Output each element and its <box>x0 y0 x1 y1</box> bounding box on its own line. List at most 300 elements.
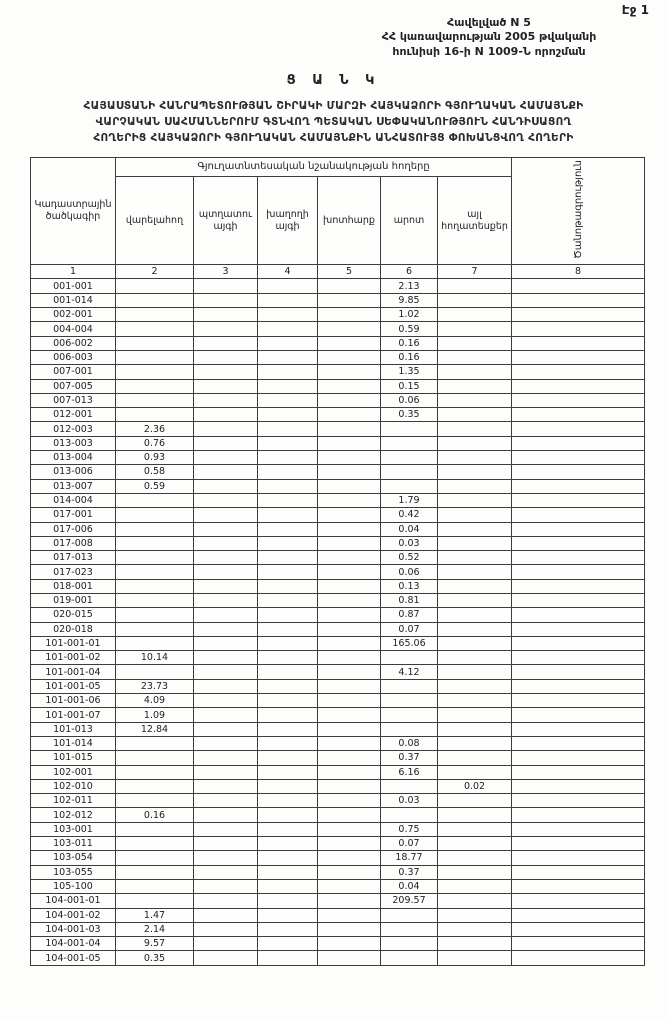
area-value-cell: 1.35 <box>381 365 438 379</box>
table-row <box>31 908 645 922</box>
area-value-cell: 6.16 <box>381 765 438 779</box>
area-value-cell <box>512 522 645 536</box>
area-value-cell <box>258 551 318 565</box>
area-value-cell: 2.14 <box>116 922 194 936</box>
area-value-cell: 18.77 <box>381 851 438 865</box>
table-row <box>31 594 645 608</box>
cadastral-code-cell: 019-001 <box>31 594 116 608</box>
area-value-cell <box>258 436 318 450</box>
area-value-cell <box>512 594 645 608</box>
area-value-cell <box>512 322 645 336</box>
area-value-cell <box>381 694 438 708</box>
area-value-cell <box>512 408 645 422</box>
area-value-cell <box>258 522 318 536</box>
table-row <box>31 422 645 436</box>
area-value-cell <box>318 794 381 808</box>
area-value-cell <box>258 350 318 364</box>
column-number-cell: 7 <box>438 265 512 279</box>
area-value-cell <box>512 765 645 779</box>
table-row <box>31 308 645 322</box>
table-row <box>31 579 645 593</box>
area-value-cell <box>438 894 512 908</box>
cadastral-code-cell: 101-014 <box>31 736 116 750</box>
area-value-cell: 9.85 <box>381 293 438 307</box>
area-value-cell <box>116 822 194 836</box>
area-value-cell <box>258 579 318 593</box>
area-value-cell <box>258 879 318 893</box>
area-value-cell <box>381 779 438 793</box>
area-value-cell <box>438 865 512 879</box>
area-value-cell <box>194 622 258 636</box>
area-value-cell <box>194 422 258 436</box>
area-value-cell <box>318 322 381 336</box>
area-value-cell <box>512 651 645 665</box>
table-row <box>31 865 645 879</box>
area-value-cell: 0.06 <box>381 393 438 407</box>
area-value-cell: 1.79 <box>381 493 438 507</box>
area-value-cell: 0.07 <box>381 837 438 851</box>
area-value-cell <box>512 708 645 722</box>
area-value-cell <box>116 894 194 908</box>
area-value-cell <box>438 451 512 465</box>
area-value-cell <box>512 451 645 465</box>
area-value-cell <box>258 794 318 808</box>
area-value-cell <box>116 350 194 364</box>
area-value-cell <box>116 379 194 393</box>
area-value-cell <box>512 879 645 893</box>
area-value-cell <box>116 837 194 851</box>
area-value-cell <box>438 279 512 293</box>
area-value-cell <box>438 536 512 550</box>
cadastral-code-cell: 101-001-01 <box>31 636 116 650</box>
area-value-cell <box>512 336 645 350</box>
cadastral-code-cell: 102-001 <box>31 765 116 779</box>
area-value-cell <box>512 679 645 693</box>
table-row <box>31 508 645 522</box>
area-value-cell: 0.42 <box>381 508 438 522</box>
area-value-cell <box>512 579 645 593</box>
cadastral-code-cell: 104-001-05 <box>31 951 116 965</box>
area-value-cell: 1.09 <box>116 708 194 722</box>
area-value-cell: 0.04 <box>381 879 438 893</box>
area-value-cell <box>318 851 381 865</box>
area-value-cell <box>194 951 258 965</box>
area-value-cell <box>438 636 512 650</box>
area-value-cell <box>194 651 258 665</box>
area-value-cell <box>194 851 258 865</box>
area-value-cell <box>512 922 645 936</box>
area-value-cell <box>194 708 258 722</box>
area-value-cell <box>258 937 318 951</box>
area-value-cell <box>258 279 318 293</box>
area-value-cell <box>438 336 512 350</box>
area-value-cell <box>194 794 258 808</box>
area-value-cell: 4.09 <box>116 694 194 708</box>
area-value-cell <box>512 365 645 379</box>
area-value-cell <box>194 736 258 750</box>
area-value-cell <box>438 751 512 765</box>
area-value-cell <box>194 837 258 851</box>
area-value-cell <box>438 350 512 364</box>
cadastral-code-cell: 001-001 <box>31 279 116 293</box>
area-value-cell <box>116 279 194 293</box>
table-row <box>31 493 645 507</box>
area-value-cell: 1.02 <box>381 308 438 322</box>
annex-line: ՀՀ կառավարության 2005 թվականի <box>381 30 597 44</box>
area-value-cell <box>194 694 258 708</box>
area-value-cell <box>438 379 512 393</box>
area-value-cell <box>512 465 645 479</box>
area-value-cell <box>258 894 318 908</box>
area-value-cell: 0.15 <box>381 379 438 393</box>
cadastral-code-cell: 101-001-02 <box>31 651 116 665</box>
cadastral-code-cell: 014-004 <box>31 493 116 507</box>
area-value-cell <box>116 308 194 322</box>
area-value-cell <box>438 665 512 679</box>
area-value-cell <box>318 765 381 779</box>
area-value-cell <box>381 451 438 465</box>
area-value-cell <box>194 293 258 307</box>
area-value-cell <box>258 822 318 836</box>
area-value-cell: 0.08 <box>381 736 438 750</box>
area-value-cell <box>318 708 381 722</box>
area-value-cell <box>512 822 645 836</box>
area-value-cell: 9.57 <box>116 937 194 951</box>
area-value-cell <box>318 579 381 593</box>
area-value-cell <box>512 837 645 851</box>
area-value-cell <box>318 308 381 322</box>
area-value-cell <box>194 308 258 322</box>
area-value-cell <box>318 336 381 350</box>
table-row <box>31 551 645 565</box>
cadastral-code-cell: 017-001 <box>31 508 116 522</box>
area-value-cell <box>194 393 258 407</box>
area-value-cell <box>512 379 645 393</box>
area-value-cell <box>512 493 645 507</box>
area-value-cell <box>194 536 258 550</box>
area-value-cell <box>438 794 512 808</box>
area-value-cell: 0.35 <box>381 408 438 422</box>
area-value-cell <box>512 350 645 364</box>
area-value-cell <box>438 708 512 722</box>
area-value-cell: 0.04 <box>381 522 438 536</box>
area-value-cell <box>438 765 512 779</box>
table-row <box>31 465 645 479</box>
area-value-cell <box>381 922 438 936</box>
area-value-cell <box>116 794 194 808</box>
area-value-cell <box>512 751 645 765</box>
cadastral-code-cell: 001-014 <box>31 293 116 307</box>
area-value-cell: 0.37 <box>381 751 438 765</box>
area-value-cell <box>381 465 438 479</box>
area-value-cell <box>258 708 318 722</box>
area-value-cell <box>512 293 645 307</box>
cadastral-code-cell: 103-055 <box>31 865 116 879</box>
area-value-cell: 0.16 <box>116 808 194 822</box>
area-value-cell <box>194 765 258 779</box>
table-row <box>31 536 645 550</box>
document-title: Ց Ա Ն Կ <box>286 72 381 88</box>
area-value-cell <box>194 322 258 336</box>
area-value-cell <box>512 851 645 865</box>
area-value-cell: 0.03 <box>381 794 438 808</box>
area-value-cell <box>438 808 512 822</box>
area-value-cell <box>438 493 512 507</box>
cadastral-code-cell: 013-007 <box>31 479 116 493</box>
area-value-cell <box>318 636 381 650</box>
cadastral-code-cell: 017-023 <box>31 565 116 579</box>
area-value-cell <box>194 579 258 593</box>
area-value-cell <box>438 622 512 636</box>
area-value-cell <box>512 894 645 908</box>
area-value-cell <box>258 636 318 650</box>
area-value-cell <box>194 879 258 893</box>
area-value-cell <box>438 408 512 422</box>
area-value-cell: 0.59 <box>116 479 194 493</box>
area-value-cell <box>318 565 381 579</box>
table-row <box>31 436 645 450</box>
area-value-cell <box>194 822 258 836</box>
area-value-cell <box>318 379 381 393</box>
area-value-cell <box>194 279 258 293</box>
area-value-cell <box>318 536 381 550</box>
area-value-cell <box>318 422 381 436</box>
cadastral-code-cell: 017-013 <box>31 551 116 565</box>
area-value-cell <box>258 679 318 693</box>
area-value-cell <box>512 722 645 736</box>
cadastral-code-cell: 013-006 <box>31 465 116 479</box>
area-value-cell <box>318 622 381 636</box>
area-value-cell <box>194 894 258 908</box>
area-value-cell <box>194 350 258 364</box>
area-value-cell <box>318 922 381 936</box>
area-value-cell <box>258 322 318 336</box>
cadastral-code-cell: 017-008 <box>31 536 116 550</box>
area-value-cell <box>116 665 194 679</box>
area-value-cell <box>512 393 645 407</box>
area-value-cell <box>318 751 381 765</box>
area-value-cell <box>258 808 318 822</box>
area-value-cell <box>318 779 381 793</box>
area-value-cell <box>194 779 258 793</box>
area-value-cell <box>116 293 194 307</box>
area-value-cell <box>381 908 438 922</box>
area-value-cell <box>512 422 645 436</box>
area-value-cell <box>438 608 512 622</box>
area-value-cell <box>194 922 258 936</box>
column-header-pasture: արոտ <box>381 177 438 265</box>
area-value-cell: 0.03 <box>381 536 438 550</box>
area-value-cell <box>258 565 318 579</box>
area-value-cell <box>194 865 258 879</box>
cadastral-code-cell: 101-001-06 <box>31 694 116 708</box>
cadastral-code-cell: 101-013 <box>31 722 116 736</box>
area-value-cell <box>381 436 438 450</box>
table-row <box>31 451 645 465</box>
table-row <box>31 708 645 722</box>
area-value-cell <box>194 608 258 622</box>
area-value-cell <box>512 308 645 322</box>
area-value-cell <box>194 594 258 608</box>
area-value-cell <box>318 808 381 822</box>
area-value-cell: 23.73 <box>116 679 194 693</box>
table-row <box>31 837 645 851</box>
area-value-cell <box>318 722 381 736</box>
area-value-cell <box>258 293 318 307</box>
cadastral-code-cell: 018-001 <box>31 579 116 593</box>
cadastral-code-cell: 102-010 <box>31 779 116 793</box>
area-value-cell <box>194 493 258 507</box>
cadastral-code-cell: 101-001-07 <box>31 708 116 722</box>
area-value-cell <box>116 579 194 593</box>
area-value-cell: 0.37 <box>381 865 438 879</box>
subtitle-line: ՀՈՂԵՐԻՑ ՀԱՅԿԱՁՈՐԻ ԳՅՈՒՂԱԿԱՆ ՀԱՄԱՅՆՔԻՆ ԱՆՀԱՏՈՒՅՑ ՓՈԽԱՆՑՎՈՂ ՀՈՂԵՐԻ <box>93 132 574 145</box>
area-value-cell <box>318 522 381 536</box>
area-value-cell <box>438 479 512 493</box>
area-value-cell <box>318 822 381 836</box>
area-value-cell <box>116 336 194 350</box>
area-value-cell <box>194 379 258 393</box>
area-value-cell: 0.52 <box>381 551 438 565</box>
area-value-cell <box>116 851 194 865</box>
area-value-cell <box>381 679 438 693</box>
area-value-cell <box>512 951 645 965</box>
area-value-cell <box>258 694 318 708</box>
cadastral-code-cell: 103-001 <box>31 822 116 836</box>
area-value-cell <box>318 451 381 465</box>
area-value-cell: 12.84 <box>116 722 194 736</box>
column-number-cell: 6 <box>381 265 438 279</box>
area-value-cell <box>194 665 258 679</box>
cadastral-code-cell: 007-005 <box>31 379 116 393</box>
area-value-cell <box>438 908 512 922</box>
cadastral-code-cell: 101-015 <box>31 751 116 765</box>
area-value-cell <box>116 551 194 565</box>
cadastral-code-cell: 006-002 <box>31 336 116 350</box>
area-value-cell <box>512 808 645 822</box>
cadastral-code-cell: 105-100 <box>31 879 116 893</box>
table-row <box>31 822 645 836</box>
area-value-cell <box>318 608 381 622</box>
area-value-cell <box>258 393 318 407</box>
column-header-other-lands: այլ հողատեսքեր <box>438 177 512 265</box>
cadastral-code-cell: 007-001 <box>31 365 116 379</box>
column-number-cell: 4 <box>258 265 318 279</box>
area-value-cell <box>512 536 645 550</box>
column-header-hayfield: խոտհարք <box>318 177 381 265</box>
area-value-cell <box>194 722 258 736</box>
area-value-cell <box>194 565 258 579</box>
column-group-header-agricultural-lands: Գյուղատնտեսական նշանակության հողերը <box>116 157 512 177</box>
area-value-cell <box>258 308 318 322</box>
area-value-cell <box>258 536 318 550</box>
table-row <box>31 651 645 665</box>
document-subtitle <box>8 98 659 147</box>
table-row <box>31 322 645 336</box>
area-value-cell <box>438 393 512 407</box>
area-value-cell <box>512 479 645 493</box>
cadastral-code-cell: 017-006 <box>31 522 116 536</box>
cadastral-code-cell: 101-001-04 <box>31 665 116 679</box>
table-row <box>31 622 645 636</box>
area-value-cell <box>194 522 258 536</box>
area-value-cell <box>116 365 194 379</box>
area-value-cell <box>318 937 381 951</box>
area-value-cell <box>318 493 381 507</box>
area-value-cell <box>258 451 318 465</box>
area-value-cell <box>438 694 512 708</box>
area-value-cell <box>318 408 381 422</box>
area-value-cell <box>318 594 381 608</box>
area-value-cell <box>258 665 318 679</box>
area-value-cell <box>318 837 381 851</box>
table-row <box>31 279 645 293</box>
area-value-cell <box>258 465 318 479</box>
area-value-cell <box>438 851 512 865</box>
area-value-cell <box>318 508 381 522</box>
area-value-cell <box>258 736 318 750</box>
area-value-cell <box>438 565 512 579</box>
area-value-cell <box>318 679 381 693</box>
area-value-cell <box>116 751 194 765</box>
table-body <box>31 279 645 965</box>
area-value-cell: 0.93 <box>116 451 194 465</box>
area-value-cell <box>194 908 258 922</box>
table-row <box>31 365 645 379</box>
area-value-cell <box>258 594 318 608</box>
area-value-cell <box>258 422 318 436</box>
area-value-cell <box>318 465 381 479</box>
area-value-cell <box>318 951 381 965</box>
area-value-cell <box>381 722 438 736</box>
cadastral-code-cell: 103-011 <box>31 837 116 851</box>
area-value-cell <box>258 651 318 665</box>
area-value-cell <box>116 622 194 636</box>
area-value-cell <box>381 422 438 436</box>
area-value-cell <box>258 951 318 965</box>
area-value-cell <box>116 879 194 893</box>
column-header-cadastral-code: Կադաստրային ծածկագիր <box>31 157 116 265</box>
table-row <box>31 350 645 364</box>
cadastral-code-cell: 104-001-02 <box>31 908 116 922</box>
land-transfer-table <box>30 157 645 966</box>
area-value-cell <box>438 922 512 936</box>
area-value-cell: 4.12 <box>381 665 438 679</box>
column-number-cell: 1 <box>31 265 116 279</box>
area-value-cell: 0.81 <box>381 594 438 608</box>
cadastral-code-cell: 104-001-01 <box>31 894 116 908</box>
subtitle-line: ՀԱՅԱՍՏԱՆԻ ՀԱՆՐԱՊԵՏՈՒԹՅԱՆ ՇԻՐԱԿԻ ՄԱՐԶԻ ՀԱՅԿԱՁՈՐԻ ԳՅՈՒՂԱԿԱՆ ՀԱՄԱՅՆՔԻ <box>83 99 584 112</box>
area-value-cell <box>512 665 645 679</box>
area-value-cell <box>194 451 258 465</box>
note-header-vertical-text: Ծանոթագրություն <box>572 159 584 259</box>
column-header-note <box>512 157 645 265</box>
column-header-arable: վարելահող <box>116 177 194 265</box>
area-value-cell <box>258 722 318 736</box>
column-header-orchard: պտղատու այգի <box>194 177 258 265</box>
area-value-cell: 0.02 <box>438 779 512 793</box>
area-value-cell <box>438 651 512 665</box>
area-value-cell <box>318 651 381 665</box>
area-value-cell <box>438 879 512 893</box>
area-value-cell <box>194 365 258 379</box>
table-row <box>31 479 645 493</box>
area-value-cell <box>194 508 258 522</box>
area-value-cell <box>512 794 645 808</box>
area-value-cell <box>258 365 318 379</box>
area-value-cell <box>258 922 318 936</box>
area-value-cell: 2.13 <box>381 279 438 293</box>
